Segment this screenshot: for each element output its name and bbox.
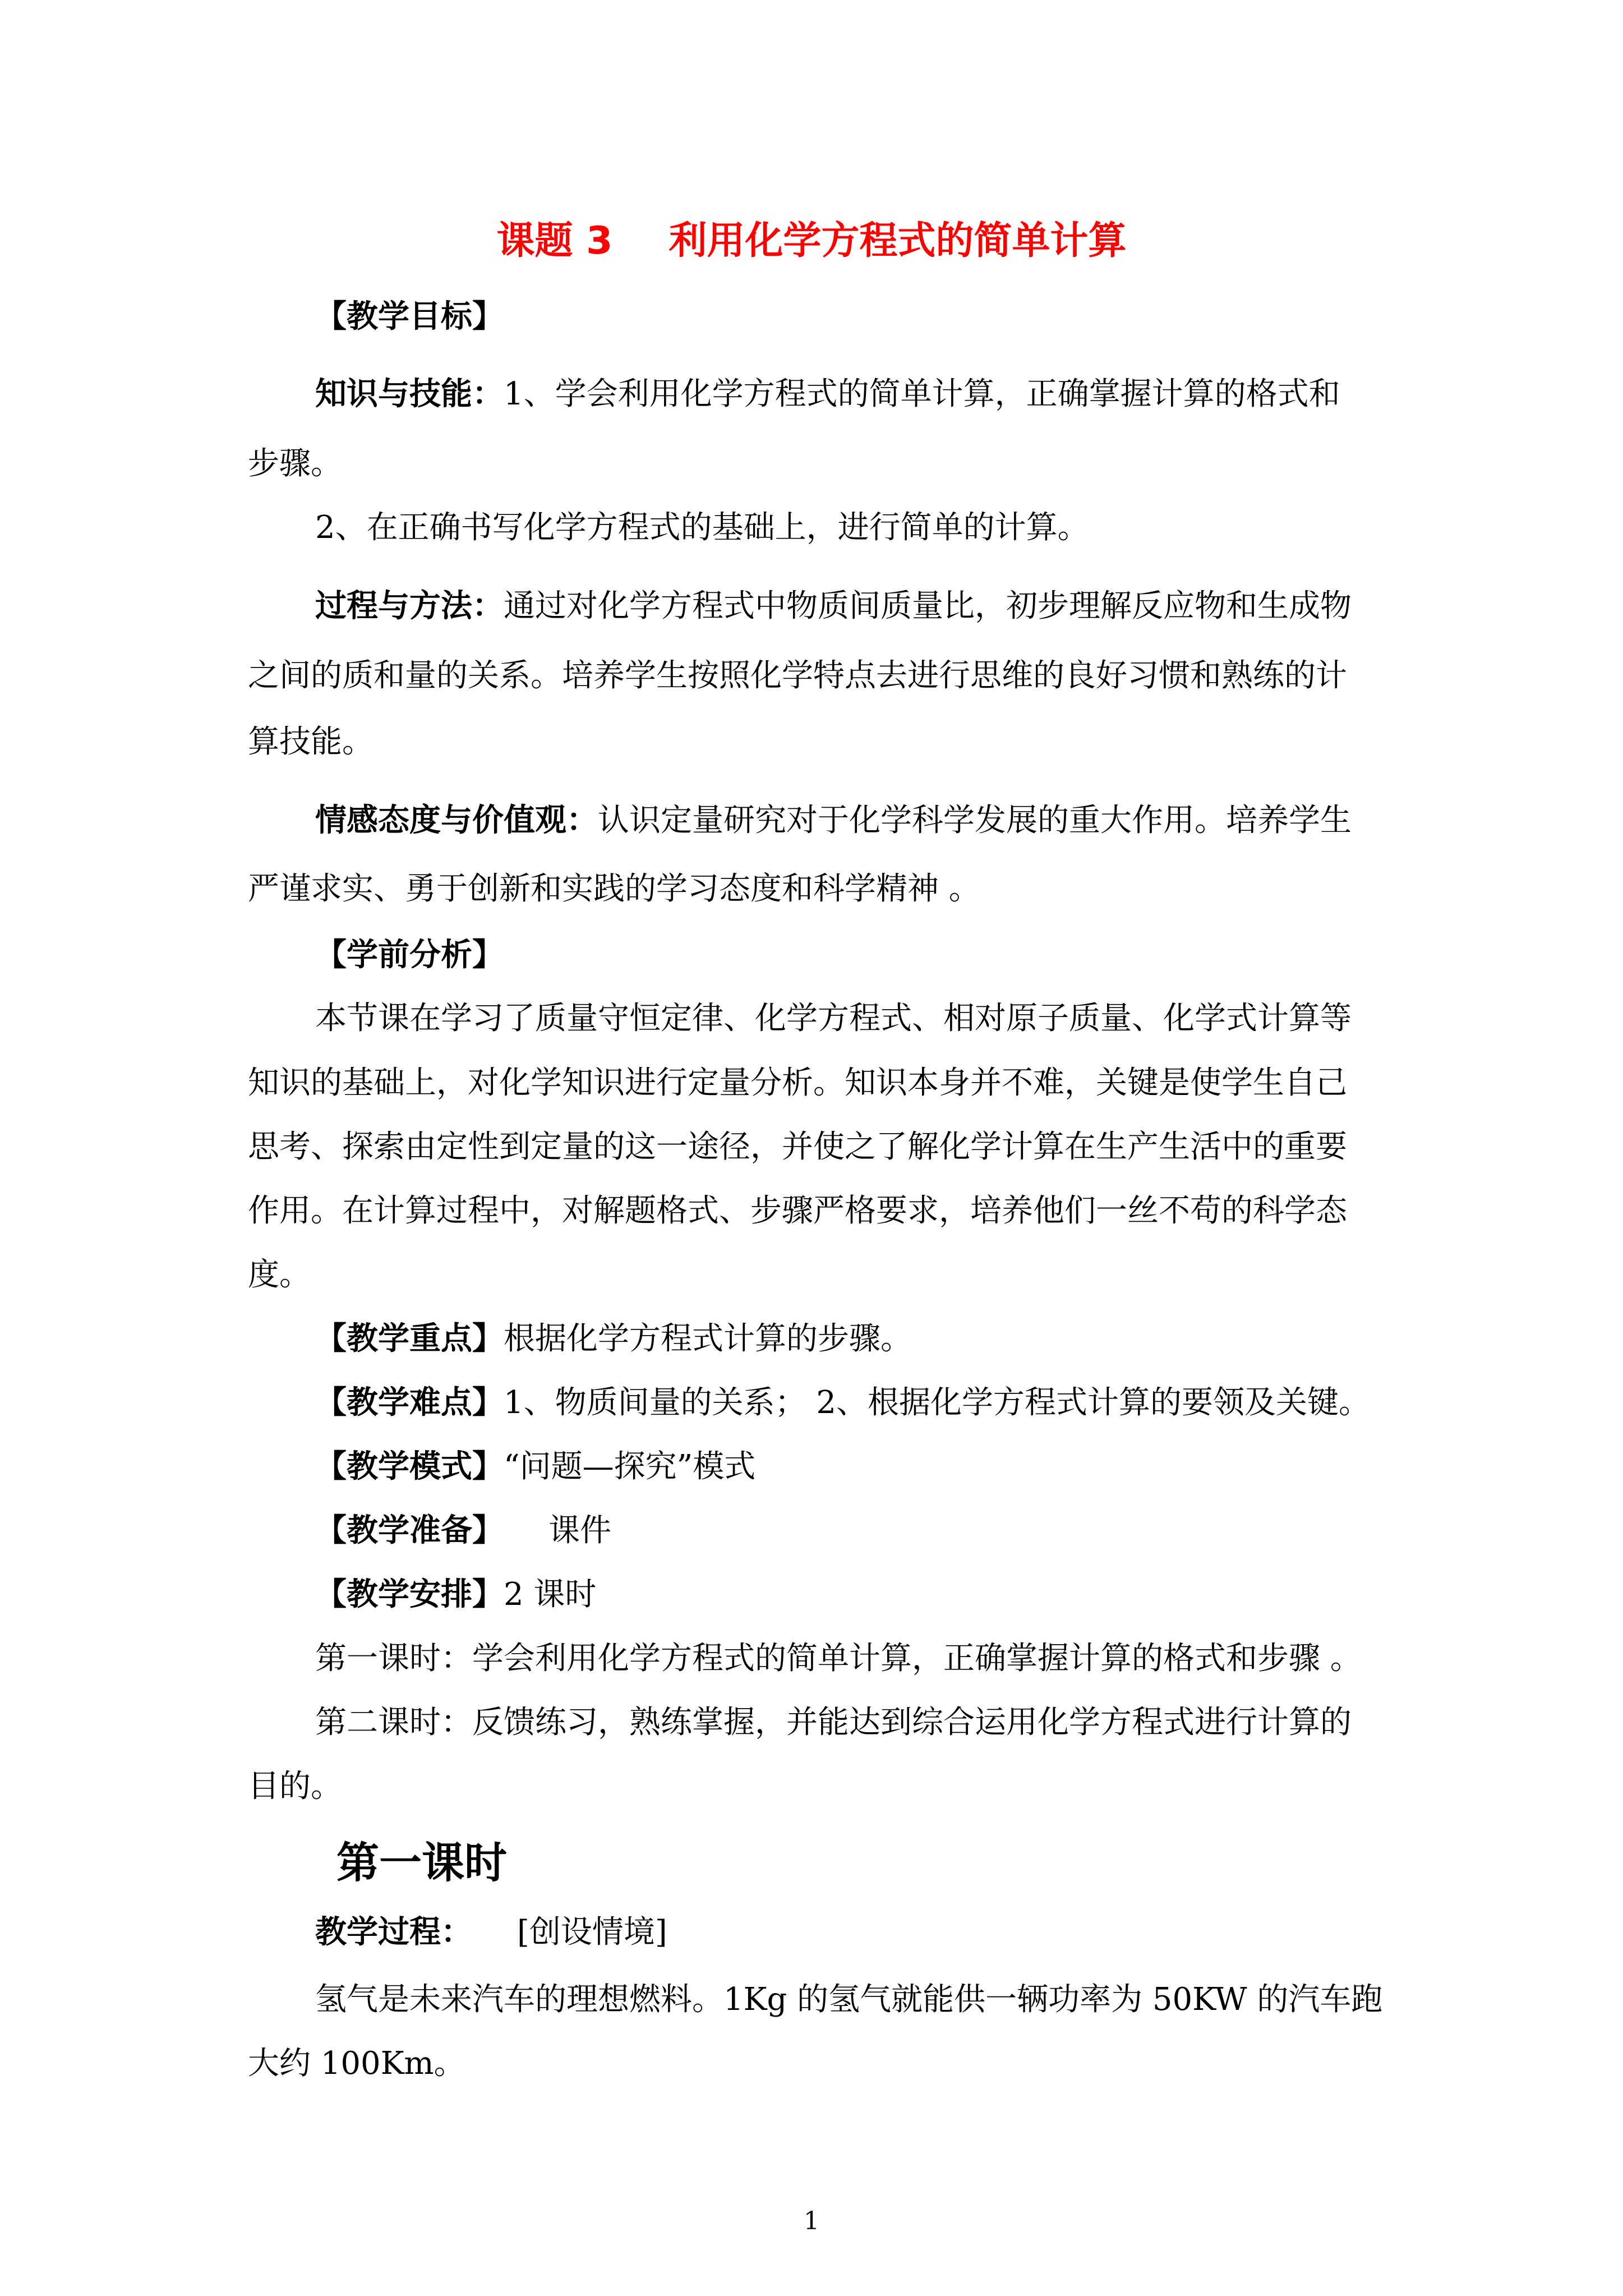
teaching-process-label: 教学过程： [315, 1914, 472, 1950]
lesson2-plan-line-2: 目的。 [248, 1768, 342, 1805]
page-number: 1 [804, 2207, 819, 2235]
title-text: 利用化学方程式的简单计算 [668, 219, 1127, 263]
process-line-1 [315, 587, 1392, 626]
emotion-line-1 [315, 801, 1392, 840]
lesson2-plan-line-1: 第二课时：反馈练习，熟练掌握，并能达到综合运用化学方程式进行计算的 [315, 1704, 1352, 1741]
knowledge-line-3: 2、在正确书写化学方程式的基础上，进行简单的计算。 [315, 509, 1089, 546]
mode-label: 【教学模式】 [315, 1448, 504, 1485]
prep-label: 【教学准备】 [315, 1512, 504, 1549]
hydrogen-line-1: 氢气是未来汽车的理想燃料。1Kg 的氢气就能供一辆功率为 50KW 的汽车跑 [315, 1981, 1383, 2018]
analysis-heading: 【学前分析】 [315, 937, 504, 973]
knowledge-line-1 [315, 375, 1392, 414]
emotion-label: 情感态度与价值观： [315, 802, 598, 839]
key-point-label: 【教学重点】 [315, 1320, 504, 1357]
knowledge-label: 知识与技能： [315, 376, 504, 412]
key-point-text: 根据化学方程式计算的步骤。 [504, 1320, 912, 1357]
schedule-label: 【教学安排】 [315, 1576, 504, 1613]
difficulty-label: 【教学难点】 [315, 1384, 504, 1421]
lesson1-plan-line: 第一课时：学会利用化学方程式的简单计算，正确掌握计算的格式和步骤 。 [315, 1640, 1362, 1677]
analysis-line-4: 作用。在计算过程中，对解题格式、步骤严格要求，培养他们一丝不苟的科学态 [248, 1193, 1347, 1229]
mode-line [315, 1447, 1392, 1487]
scenario-text: [创设情境] [517, 1914, 667, 1950]
process-line-3: 算技能。 [248, 724, 374, 760]
prep-text: 课件 [548, 1512, 611, 1549]
prep-line [315, 1511, 1392, 1550]
difficulty-line [315, 1383, 1392, 1423]
difficulty-text: 1、物质间量的关系； 2、根据化学方程式计算的要领及关键。 [504, 1384, 1371, 1421]
title-number: 课题 3 [496, 219, 613, 263]
section-title: 第一课时 [336, 1838, 507, 1888]
process-line-2: 之间的质和量的关系。培养学生按照化学特点去进行思维的良好习惯和熟练的计 [248, 657, 1347, 694]
key-point-line [315, 1319, 1392, 1359]
process-scenario-line [315, 1913, 1392, 1952]
process-label: 过程与方法： [315, 588, 504, 624]
emotion-text-1: 认识定量研究对于化学科学发展的重大作用。培养学生 [598, 802, 1352, 839]
schedule-line [315, 1575, 1392, 1614]
hydrogen-line-2: 大约 100Km。 [248, 2045, 465, 2082]
knowledge-line-2: 步骤。 [248, 445, 342, 482]
knowledge-text-1: 1、学会利用化学方程式的简单计算，正确掌握计算的格式和 [504, 376, 1340, 412]
document-title [0, 216, 1623, 266]
analysis-line-2: 知识的基础上，对化学知识进行定量分析。知识本身并不难，关键是使学生自己 [248, 1065, 1347, 1101]
analysis-line-3: 思考、探索由定性到定量的这一途径，并使之了解化学计算在生产生活中的重要 [248, 1129, 1347, 1165]
goals-heading: 【教学目标】 [315, 298, 504, 335]
analysis-line-5: 度。 [248, 1257, 311, 1293]
schedule-text: 2 课时 [504, 1576, 597, 1613]
process-text-1: 通过对化学方程式中物质间质量比，初步理解反应物和生成物 [504, 588, 1352, 624]
analysis-line-1: 本节课在学习了质量守恒定律、化学方程式、相对原子质量、化学式计算等 [315, 1000, 1352, 1037]
mode-text: “问题—探究”模式 [504, 1448, 756, 1485]
emotion-line-2: 严谨求实、勇于创新和实践的学习态度和科学精神 。 [248, 871, 980, 907]
